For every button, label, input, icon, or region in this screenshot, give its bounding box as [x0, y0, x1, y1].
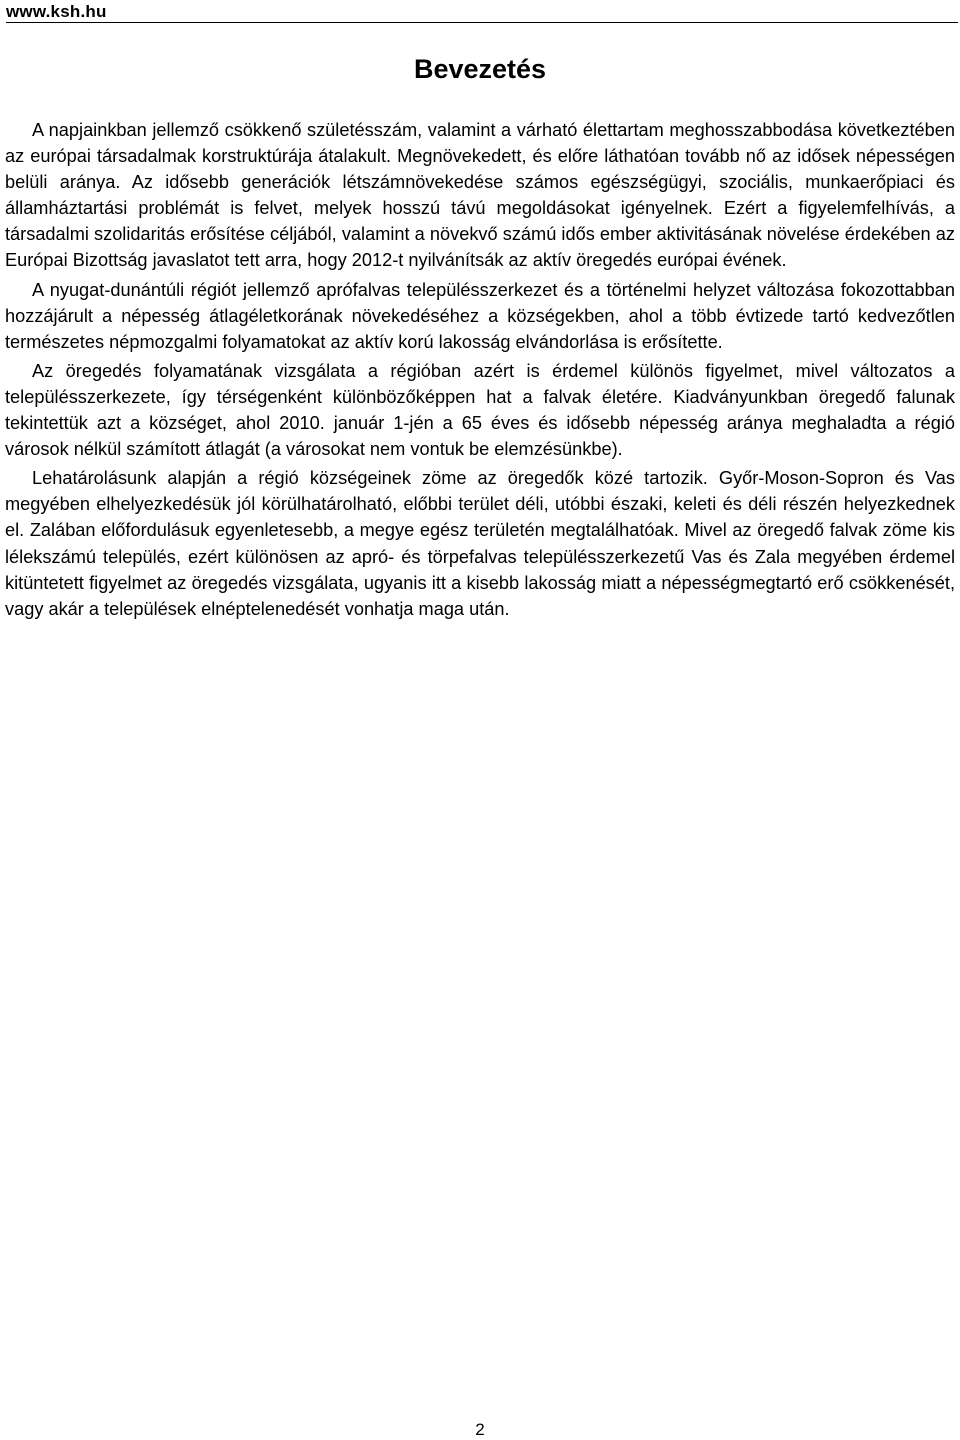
- paragraph-delimitation: Lehatárolásunk alapján a régió községeinek zöme az öregedők közé tartozik. Győr-Moson-Sopron és Vas megyében elhelyezkedésük jól körülhatárolható, előbbi terület déli, utóbbi északi, keleti és déli részén helyezkednek el. Zalában előfordulásuk egyenletesebb, a megye egész területén megtalálhatóak. Mivel az öregedő falvak zöme kis lélekszámú település, ezért különösen az apró- és törpefalvas településszerkezetű Vas és Zala megyében érdemel kitüntetett figyelmet az öregedés vizsgálata, ugyanis itt a kisebb lakosság miatt a népességmegtartó erő csökkenését, vagy akár a települések elnéptelenedését vonhatja maga után.: [5, 468, 955, 619]
- page-number: 2: [475, 1420, 485, 1439]
- document-body: [5, 117, 955, 625]
- paragraph-west-transdanubia: A nyugat-dunántúli régiót jellemző aprófalvas településszerkezet és a történelmi helyzet változása fokozottabban hozzájárult a népesség átlagéletkorának növekedéséhez a községekben, ahol a több évtizede tartó kedvezőtlen természetes népmozgalmi folyamatokat az aktív korú lakosság elvándorlása is erősítette.: [5, 279, 955, 352]
- paragraph-intro: A napjainkban jellemző csökkenő születésszám, valamint a várható élettartam meghosszabbodása következtében az európai társadalmak korstruktúrája átalakult. Megnövekedett, és előre láthatóan tovább nő az idősek népességen belüli aránya. Az idősebb generációk létszámnövekedése számos egészségügyi, szociális, munkaerőpiaci és államháztartási problémát is felvet, melyek hosszú távú megoldásokat igényelnek. Ezért a figyelemfelhívás, a társadalmi szolidaritás erősítése céljából, valamint a növekvő számú idős ember aktivitásának növelése érdekében az Európai Bizottság javaslatot tett arra, hogy 2012-t nyilvánítsák az aktív öregedés európai évének.: [5, 120, 955, 271]
- header-divider: [6, 22, 958, 23]
- paragraph-aging-study: Az öregedés folyamatának vizsgálata a régióban azért is érdemel különös figyelmet, mivel változatos a településszerkezete, így térségenként különbözőképpen hat a falvak életére. Kiadványunkban öregedő falunak tekintettük azt a községet, ahol 2010. január 1-jén a 65 éves és idősebb népesség aránya meghaladta a régió városok nélkül számított átlagát (a városokat nem vontuk be elemzésünkbe).: [5, 360, 955, 460]
- page-title: Bevezetés: [413, 54, 547, 84]
- header-site-url[interactable]: www.ksh.hu: [6, 2, 107, 21]
